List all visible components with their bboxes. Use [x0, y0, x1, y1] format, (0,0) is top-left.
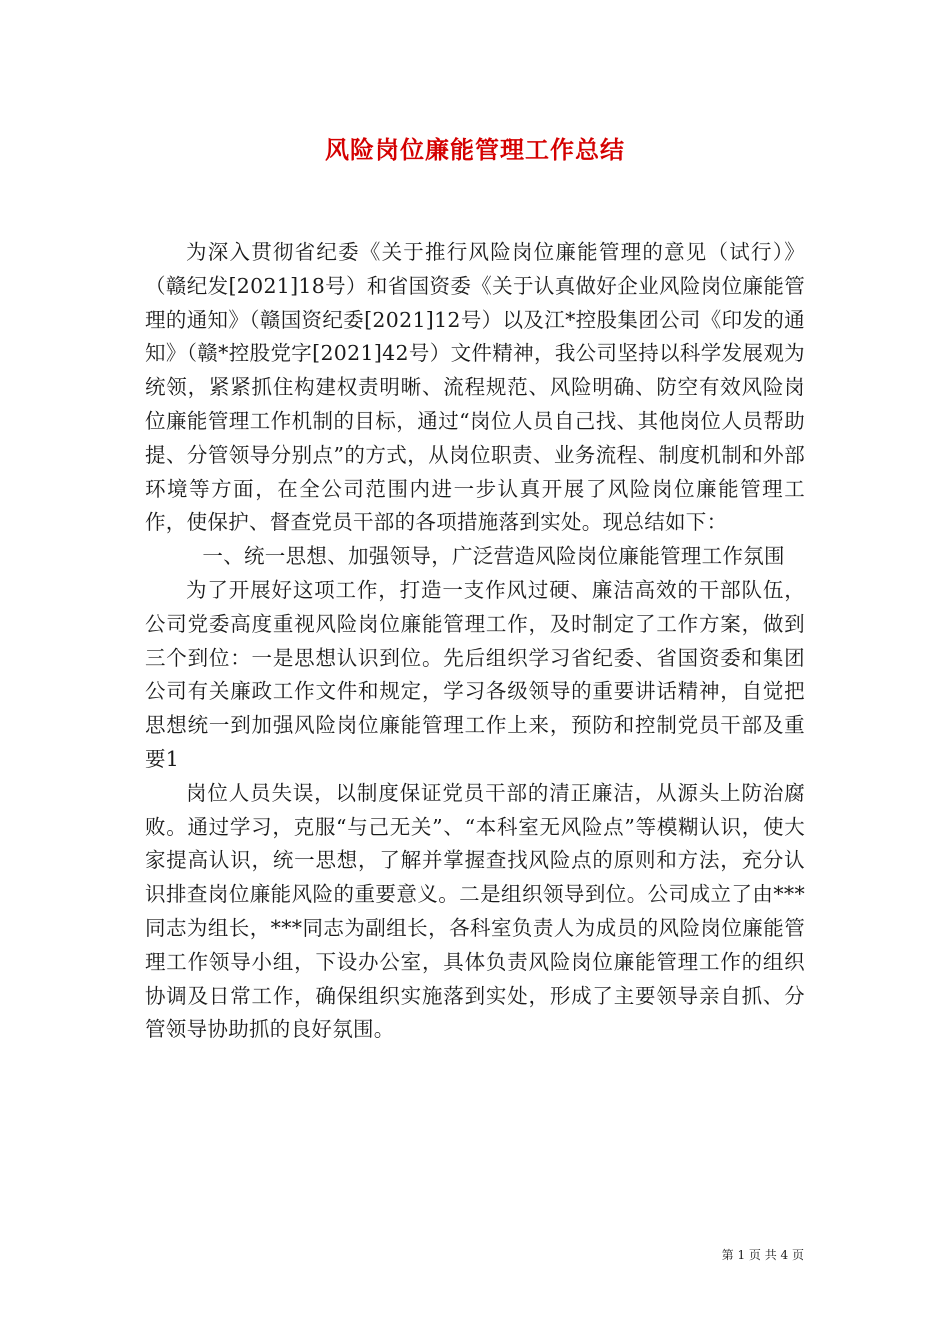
- section-heading-1: 一、统一思想、加强领导，广泛营造风险岗位廉能管理工作氛围: [202, 544, 785, 569]
- document-body: [145, 236, 805, 1047]
- page-number-footer: 第 1 页 共 4 页: [721, 1248, 804, 1262]
- paragraph-section-1-continued: 岗位人员失误，以制度保证党员干部的清正廉洁，从源头上防治腐败。通过学习，克服“与己无关”、“本科室无风险点”等模糊认识，使大家提高认识，统一思想，了解并掌握查找风险点的原则和方法，充分认识排查岗位廉能风险的重要意义。二是组织领导到位。公司成立了由***同志为组长，***同志为副组长，各科室负责人为成员的风险岗位廉能管理工作领导小组，下设办公室，具体负责风险岗位廉能管理工作的组织协调及日常工作，确保组织实施落到实处，形成了主要领导亲自抓、分管领导协助抓的良好氛围。: [145, 780, 805, 1042]
- page-title: 风险岗位廉能管理工作总结: [325, 135, 625, 164]
- paragraph-section-1: 为了开展好这项工作，打造一支作风过硬、廉洁高效的干部队伍，公司党委高度重视风险岗位廉能管理工作，及时制定了工作方案，做到三个到位：一是思想认识到位。先后组织学习省纪委、省国资委和集团公司有关廉政工作文件和规定，学习各级领导的重要讲话精神，自觉把思想统一到加强风险岗位廉能管理工作上来，预防和控制党员干部及重要1: [145, 577, 805, 771]
- paragraph-intro: 为深入贯彻省纪委《关于推行风险岗位廉能管理的意见（试行）》（赣纪发[2021]18号）和省国资委《关于认真做好企业风险岗位廉能管理的通知》（赣国资纪委[2021]12号）以及江*控股集团公司《印发的通知》（赣*控股党字[2021]42号）文件精神，我公司坚持以科学发展观为统领，紧紧抓住构建权责明晰、流程规范、风险明确、防空有效风险岗位廉能管理工作机制的目标，通过“岗位人员自己找、其他岗位人员帮助提、分管领导分别点”的方式，从岗位职责、业务流程、制度机制和外部环境等方面，在全公司范围内进一步认真开展了风险岗位廉能管理工作，使保护、督查党员干部的各项措施落到实处。现总结如下：: [145, 240, 805, 535]
